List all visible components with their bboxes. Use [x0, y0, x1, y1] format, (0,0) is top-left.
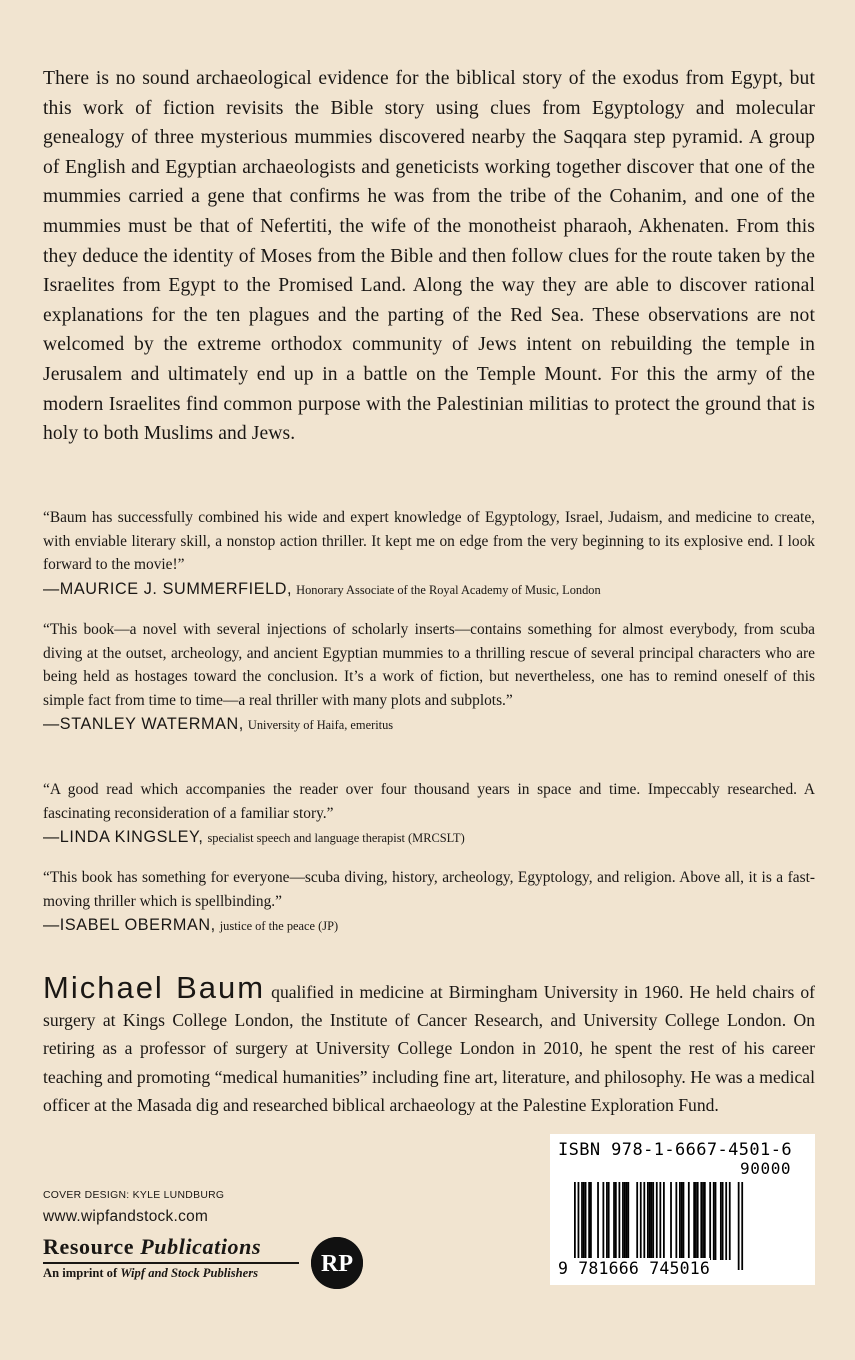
barcode-bar: [722, 1182, 724, 1260]
barcode-bar: [608, 1182, 610, 1260]
review-dash: —: [43, 828, 60, 846]
imprint-prefix: An imprint of: [43, 1266, 118, 1280]
review-4: [43, 866, 815, 938]
publisher-name-part1: Resource: [43, 1234, 135, 1259]
barcode-bar: [613, 1182, 615, 1260]
publisher-imprint: [43, 1233, 365, 1291]
barcode-bar: [622, 1182, 624, 1260]
publisher-name: [43, 1233, 301, 1261]
barcode-bar: [606, 1182, 608, 1260]
barcode-bar: [624, 1182, 626, 1260]
barcode-bar: [615, 1182, 617, 1260]
review-2: [43, 618, 815, 737]
barcode-bar: [590, 1182, 592, 1260]
review-dash: —: [43, 579, 60, 598]
barcode-bar: [649, 1182, 651, 1260]
publisher-logo: [311, 1237, 363, 1289]
barcode-bar: [619, 1182, 621, 1260]
reviewer-name: LINDA KINGSLEY,: [59, 828, 204, 846]
review-attribution: [43, 577, 815, 602]
barcode-bar: [626, 1182, 628, 1260]
barcode-bar: [656, 1182, 658, 1270]
book-blurb: There is no sound archaeological evidence for the biblical story of the exodus from Egypt, but this work of fiction revisits the Bible story using clues from Egyptology and molecular genealogy of three mysterious mummies discovered nearby the Saqqara step pyramid. A group of English and Egyptian archaeologists and geneticists working together discover that one of the mummies carried a gene that confirms he was from the tribe of the Cohanim, and one of the mummies must be that of Nefertiti, the wife of the monotheist pharaoh, Akhenaten. From this they deduce the identity of Moses from the Bible and then follow clues for the route taken by the Israelites from Egypt to the Promised Land. Along the way they are able to discover rational explanations for the ten plagues and the parting of the Red Sea. These observations are not welcomed by the extreme orthodox community of Jews intent on rebuilding the temple in Jerusalem and ultimately end up in a battle on the Temple Mount. For this the army of the modern Israelites find common purpose with the Palestinian militias to protect the ground that is holy to both Muslims and Jews.: [43, 68, 815, 445]
imprint-line: [43, 1265, 258, 1281]
reviewer-name: STANLEY WATERMAN,: [59, 715, 244, 733]
barcode-bar: [647, 1182, 649, 1260]
review-3: [43, 778, 815, 850]
barcode-bar: [725, 1182, 727, 1260]
review-dash: —: [43, 916, 60, 934]
reviewer-affiliation: University of Haifa, emeritus: [247, 718, 394, 732]
publisher-website: www.wipfandstock.com: [43, 1208, 209, 1225]
barcode-bar: [585, 1182, 587, 1260]
review-attribution: [43, 913, 815, 938]
reviewer-affiliation: Honorary Associate of the Royal Academy of Music, London: [296, 582, 601, 597]
barcode-bar: [693, 1182, 695, 1260]
imprint-name: Wipf and Stock Publishers: [120, 1266, 259, 1280]
reviewer-affiliation: justice of the peace (JP): [219, 919, 339, 933]
reviewer-name: MAURICE J. SUMMERFIELD,: [59, 579, 293, 598]
barcode-bar: [581, 1182, 583, 1260]
review-quote: “This book—a novel with several injections of scholarly inserts—contains something for almost everybody, from scuba diving at the outset, archeology, and ancient Egyptian mummies to a thrilling rescue of several principal characters who are being held as hostages toward the conclusion. It’s a work of fiction, but nevertheless, one has to remind oneself of this simple fact from time to time—a real thriller with many plots and subplots.”: [43, 621, 815, 709]
barcode-bar: [697, 1182, 699, 1260]
review-quote: “This book has something for everyone—scuba diving, history, archeology, Egyptology, and religion. Above all, it is a fast-moving thriller which is spellbinding.”: [43, 869, 815, 910]
barcode-bar: [679, 1182, 681, 1260]
reviewer-name: ISABEL OBERMAN,: [59, 916, 216, 934]
publisher-rule: [43, 1262, 299, 1264]
barcode-bar: [695, 1182, 697, 1260]
reviewer-affiliation: specialist speech and language therapist (MRCSLT): [207, 831, 465, 845]
barcode-bar: [651, 1182, 653, 1260]
barcode-bar: [681, 1182, 683, 1260]
price-code: 90000: [740, 1159, 792, 1178]
barcode-bar: [578, 1182, 580, 1270]
ean-digits: 9 781666 745016: [558, 1259, 711, 1278]
barcode-bar: [663, 1182, 665, 1260]
barcode-bar: [700, 1182, 702, 1260]
cover-design-credit: COVER DESIGN: KYLE LUNDBURG: [43, 1190, 225, 1201]
author-bio-text: qualified in medicine at Birmingham University in 1960. He held chairs of surgery at Kings College London, the Institute of Cancer Research, and University College London. On retiring as a professor of surgery at University College London in 2010, he spent the rest of his career teaching and promoting “medical humanities” including fine art, literature, and philosophy. He was a medical officer at the Masada dig and researched biblical archaeology at the Palestine Exploration Fund.: [43, 982, 816, 1115]
barcode-bar: [597, 1182, 599, 1260]
review-1: [43, 506, 815, 602]
barcode-bar: [602, 1182, 604, 1260]
barcode-bar: [675, 1182, 677, 1260]
barcode-bar: [702, 1182, 704, 1260]
barcode-bar: [683, 1182, 685, 1260]
review-attribution: [43, 825, 815, 850]
isbn-number: ISBN 978-1-6667-4501-6: [558, 1140, 792, 1160]
barcode-bar: [670, 1182, 672, 1260]
author-bio: [43, 970, 816, 1119]
logo-text: RP: [321, 1251, 353, 1277]
barcode-bar: [738, 1182, 740, 1270]
barcode-bar: [574, 1182, 576, 1270]
review-quote: “Baum has successfully combined his wide and expert knowledge of Egyptology, Israel, Judaism, and medicine to create, with enviable literary skill, a nonstop action thriller. It kept me on edge from the very beginning to its explosive end. I look forward to the movie!”: [43, 509, 815, 573]
credits: [43, 1189, 224, 1228]
barcode-bar: [588, 1182, 590, 1260]
review-quote: “A good read which accompanies the reader over four thousand years in space and time. Impeccably researched. A fascinating reconsideration of a familiar story.”: [43, 781, 815, 822]
barcode-bar: [583, 1182, 585, 1260]
barcode-bar: [627, 1182, 629, 1260]
barcode-bar: [659, 1182, 661, 1270]
publisher-logo-mark: [311, 1237, 363, 1289]
barcode-bar: [715, 1182, 717, 1260]
publisher-name-part2: Publications: [140, 1234, 262, 1259]
barcode-bar: [652, 1182, 654, 1260]
author-name: Michael Baum: [43, 970, 266, 1005]
review-dash: —: [43, 715, 60, 733]
barcode-bar: [704, 1182, 706, 1260]
barcode-bar: [640, 1182, 642, 1260]
barcode-bar: [636, 1182, 638, 1260]
barcode-bar: [741, 1182, 743, 1270]
barcode-bar: [643, 1182, 645, 1260]
isbn-barcode-panel: [550, 1134, 815, 1285]
barcode-bar: [688, 1182, 690, 1260]
barcode-bar: [720, 1182, 722, 1260]
barcode-bar: [713, 1182, 715, 1260]
review-attribution: [43, 712, 815, 737]
barcode-bar: [729, 1182, 731, 1260]
barcode-bar: [709, 1182, 711, 1260]
